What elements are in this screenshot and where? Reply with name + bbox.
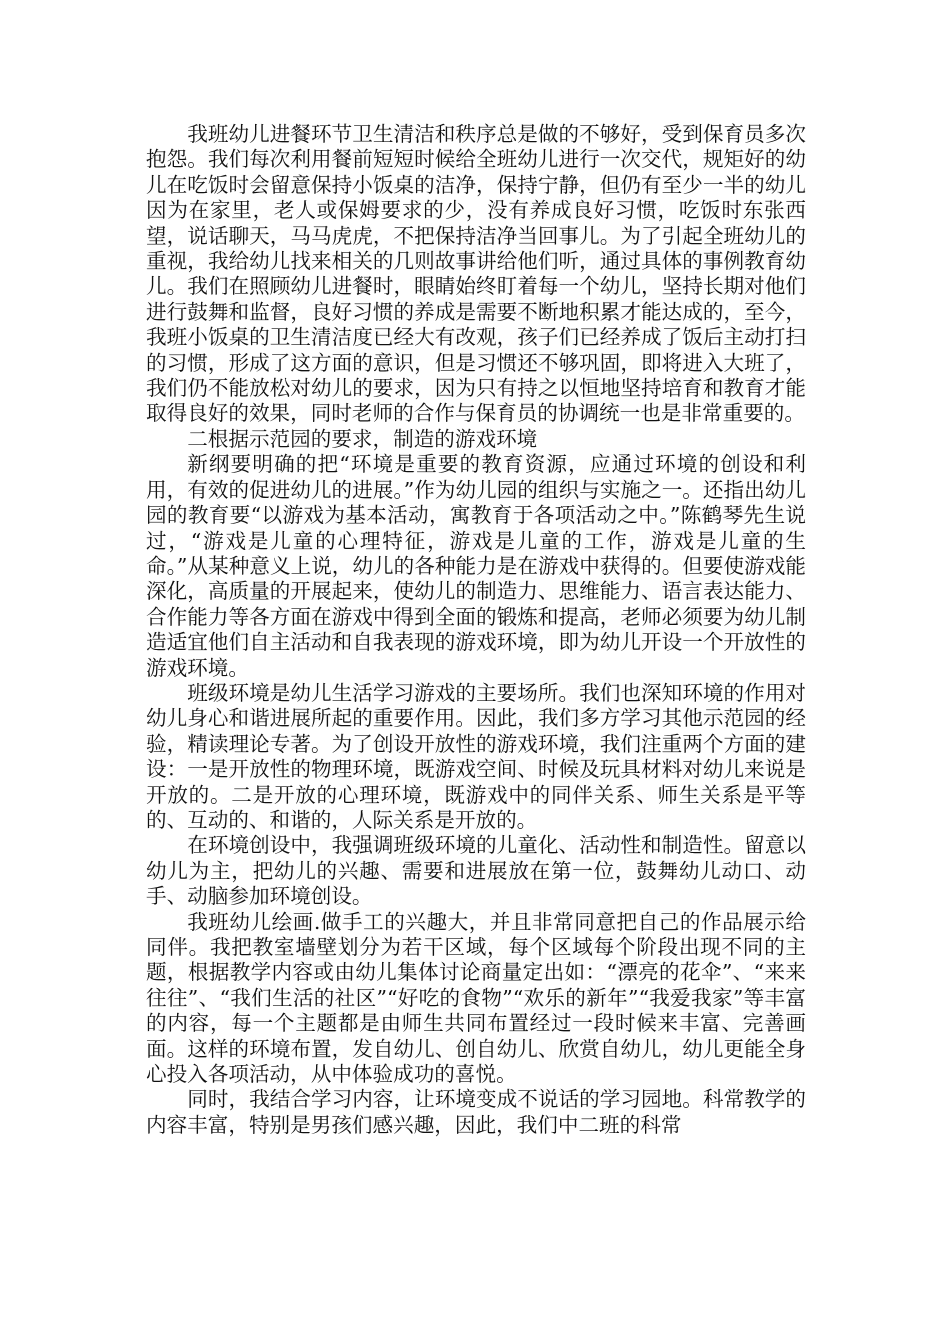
document-page bbox=[146, 122, 806, 1138]
paragraph-class-environment: 班级环境是幼儿生活学习游戏的主要场所。我们也深知环境的作用对幼儿身心和谐进展所起的重要作用。因此，我们多方学习其他示范园的经验，精读理论专著。为了创设开放性的游戏环境，我们注重两个方面的建设：一是开放性的物理环境，既游戏空间、时候及玩具材料对幼儿来说是开放的。二是开放的心理环境，既游戏中的同伴关系、师生关系是平等的、互动的、和谐的，人际关系是开放的。 bbox=[146, 680, 806, 832]
paragraph-meal-hygiene: 我班幼儿进餐环节卫生清洁和秩序总是做的不够好，受到保育员多次抱怨。我们每次利用餐前短短时候给全班幼儿进行一次交代，规矩好的幼儿在吃饭时会留意保持小饭桌的洁净，保持宁静，但仍有至少一半的幼儿因为在家里，老人或保姆要求的少，没有养成良好习惯，吃饭时东张西望，说话聊天，马马虎虎，不把保持洁净当回事儿。为了引起全班幼儿的重视，我给幼儿找来相关的几则故事讲给他们听，通过具体的事例教育幼儿。我们在照顾幼儿进餐时，眼睛始终盯着每一个幼儿，坚持长期对他们进行鼓舞和监督，良好习惯的养成是需要不断地积累才能达成的，至今，我班小饭桌的卫生清洁度已经大有改观，孩子们已经养成了饭后主动打扫的习惯，形成了这方面的意识，但是习惯还不够巩固，即将进入大班了，我们仍不能放松对幼儿的要求，因为只有持之以恒地坚持培育和教育才能取得良好的效果，同时老师的合作与保育员的协调统一也是非常重要的。 bbox=[146, 122, 806, 426]
paragraph-wall-display: 我班幼儿绘画.做手工的兴趣大，并且非常同意把自己的作品展示给同伴。我把教室墙壁划分为若干区域，每个区域每个阶段出现不同的主题，根据教学内容或由幼儿集体讨论商量定出如：“漂亮的花伞”、“来来往往”、“我们生活的社区”“好吃的食物”“欢乐的新年”“我爱我家”等丰富的内容，每一个主题都是由师生共同布置经过一段时候来丰富、完善画面。这样的环境布置，发自幼儿、创自幼儿、欣赏自幼儿，幼儿更能全身心投入各项活动，从中体验成功的喜悦。 bbox=[146, 909, 806, 1087]
section-heading-game-environment: 二根据示范园的要求，制造的游戏环境 bbox=[187, 426, 538, 451]
paragraph-new-guidelines: 新纲要明确的把“环境是重要的教育资源，应通过环境的创设和利用，有效的促进幼儿的进展。”作为幼儿园的组织与实施之一。还指出幼儿园的教育要“以游戏为基本活动，寓教育于各项活动之中。”陈鹤琴先生说过，“游戏是儿童的心理特征，游戏是儿童的工作，游戏是儿童的生命。”从某种意义上说，幼儿的各种能力是在游戏中获得的。但要使游戏能深化，高质量的开展起来，使幼儿的制造力、思维能力、语言表达能力、合作能力等各方面在游戏中得到全面的锻炼和提高，老师必须要为幼儿制造适宜他们自主活动和自我表现的游戏环境，即为幼儿开设一个开放性的游戏环境。 bbox=[146, 452, 806, 680]
paragraph-environment-creation: 在环境创设中，我强调班级环境的儿童化、活动性和制造性。留意以幼儿为主，把幼儿的兴趣、需要和进展放在第一位，鼓舞幼儿动口、动手、动脑参加环境创设。 bbox=[146, 833, 806, 909]
paragraph-learning-corner: 同时，我结合学习内容，让环境变成不说话的学习园地。科常教学的内容丰富，特别是男孩们感兴趣，因此，我们中二班的科常 bbox=[146, 1087, 806, 1137]
